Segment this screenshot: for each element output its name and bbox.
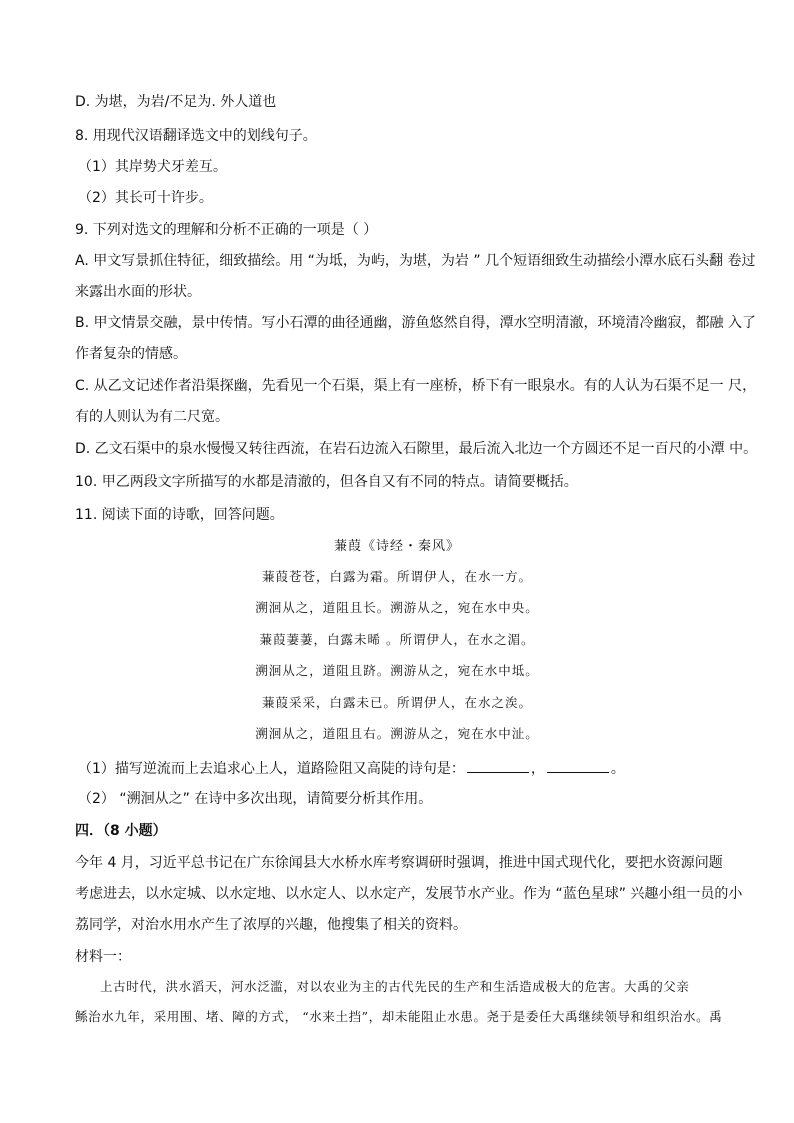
intro-line-1: 今年 4 月，习近平总书记在广东徐闻县大水桥水库考察调研时强调，推进中国式现代化，要把水资源问题	[75, 855, 723, 871]
q9-option-c-line1: C. 从乙文记述作者沿渠探幽，先看见一个石渠，渠上有一座桥，桥下有一眼泉水。有的人认为石渠不足一 尺，	[75, 378, 757, 394]
q8-stem: 8. 用现代汉语翻译选文中的划线句子。	[75, 128, 317, 144]
answer-blank-1[interactable]	[467, 758, 529, 773]
q11-sub2: （2） “溯洄从之” 在诗中多次出现，请简要分析其作用。	[78, 791, 433, 807]
q9-option-b-line1: B. 甲文情景交融，景中传情。写小石潭的曲径通幽，游鱼悠然自得，潭水空明清澈，环境清冷幽寂，都融 入了	[75, 315, 756, 331]
q9-option-d-line1: D. 乙文石渠中的泉水慢慢又转往西流，在岩石边流入石隙里，最后流入北边一个方圆还不足一百尺的小潭 中。	[75, 441, 758, 457]
q11-sub1	[78, 758, 728, 779]
q11-sub1-text: （1）描写逆流而上去追求心上人，道路险阻又高陡的诗句是：	[78, 761, 465, 777]
q8-item-2: （2）其长可十许步。	[78, 190, 213, 206]
section-four-heading: 四．（8 小题）	[75, 823, 167, 839]
poem-line-6: 溯洄从之，道阻且右。溯游从之，宛在水中沚。	[255, 726, 539, 741]
answer-blank-2[interactable]	[547, 758, 609, 773]
q7-option-d: D. 为堪，为岩/不足为. 外人道也	[75, 94, 277, 110]
q8-item-1: （1）其岸势犬牙差互。	[78, 159, 227, 175]
poem-line-2: 溯洄从之，道阻且长。溯游从之，宛在水中央。	[255, 600, 539, 615]
q9-option-c-line2: 有的人则认为有二尺宽。	[75, 409, 229, 425]
q11-stem: 11. 阅读下面的诗歌，回答问题。	[75, 507, 284, 523]
q9-option-a-line2: 来露出水面的形状。	[75, 284, 201, 300]
q10-stem: 10. 甲乙两段文字所描写的水都是清澈的，但各自又有不同的特点。请简要概括。	[75, 474, 578, 490]
poem-line-1: 蒹葭苍苍，白露为霜。所谓伊人，在水一方。	[261, 569, 532, 584]
q11-sub1-end: 。	[610, 761, 625, 777]
intro-line-3: 荔同学，对治水用水产生了浓厚的兴趣，他搜集了相关的资料。	[75, 917, 467, 933]
material-one-line-2: 鲧治水九年，采用围、堵、障的方式， “水来土挡”，却未能阻止水患。尧于是委任大禹继续领导和组织治水。禹	[75, 1009, 723, 1024]
q11-sub1-separator: ，	[530, 761, 545, 777]
material-one-label: 材料一：	[75, 949, 131, 965]
material-one-line-1: 上古时代，洪水滔天，河水泛滥，对以农业为主的古代先民的生产和生活造成极大的危害。大禹的父亲	[100, 979, 690, 994]
intro-line-2: 考虑进去，以水定城、以水定地、以水定人、以水定产，发展节水产业。作为 “蓝色星球” 兴趣小组一员的小	[75, 886, 743, 902]
q9-stem: 9. 下列对选文的理解和分析不正确的一项是（ ）	[75, 222, 378, 238]
q9-option-a-line1: A. 甲文写景抓住特征，细致描绘。用 “为坻，为屿，为堪，为岩 ” 几个短语细致生动描绘小潭水底石头翻 卷过	[75, 253, 756, 269]
q9-option-b-line2: 作者复杂的情感。	[75, 346, 187, 362]
poem-line-3: 蒹葭萋萋，白露未晞 。所谓伊人，在水之湄。	[259, 632, 535, 647]
poem-line-5: 蒹葭采采，白露未已。所谓伊人，在水之涘。	[261, 695, 532, 710]
poem-line-4: 溯洄从之，道阻且跻。溯游从之，宛在水中坻。	[255, 663, 539, 678]
poem-title: 蒹葭《诗经・秦风》	[333, 539, 460, 554]
